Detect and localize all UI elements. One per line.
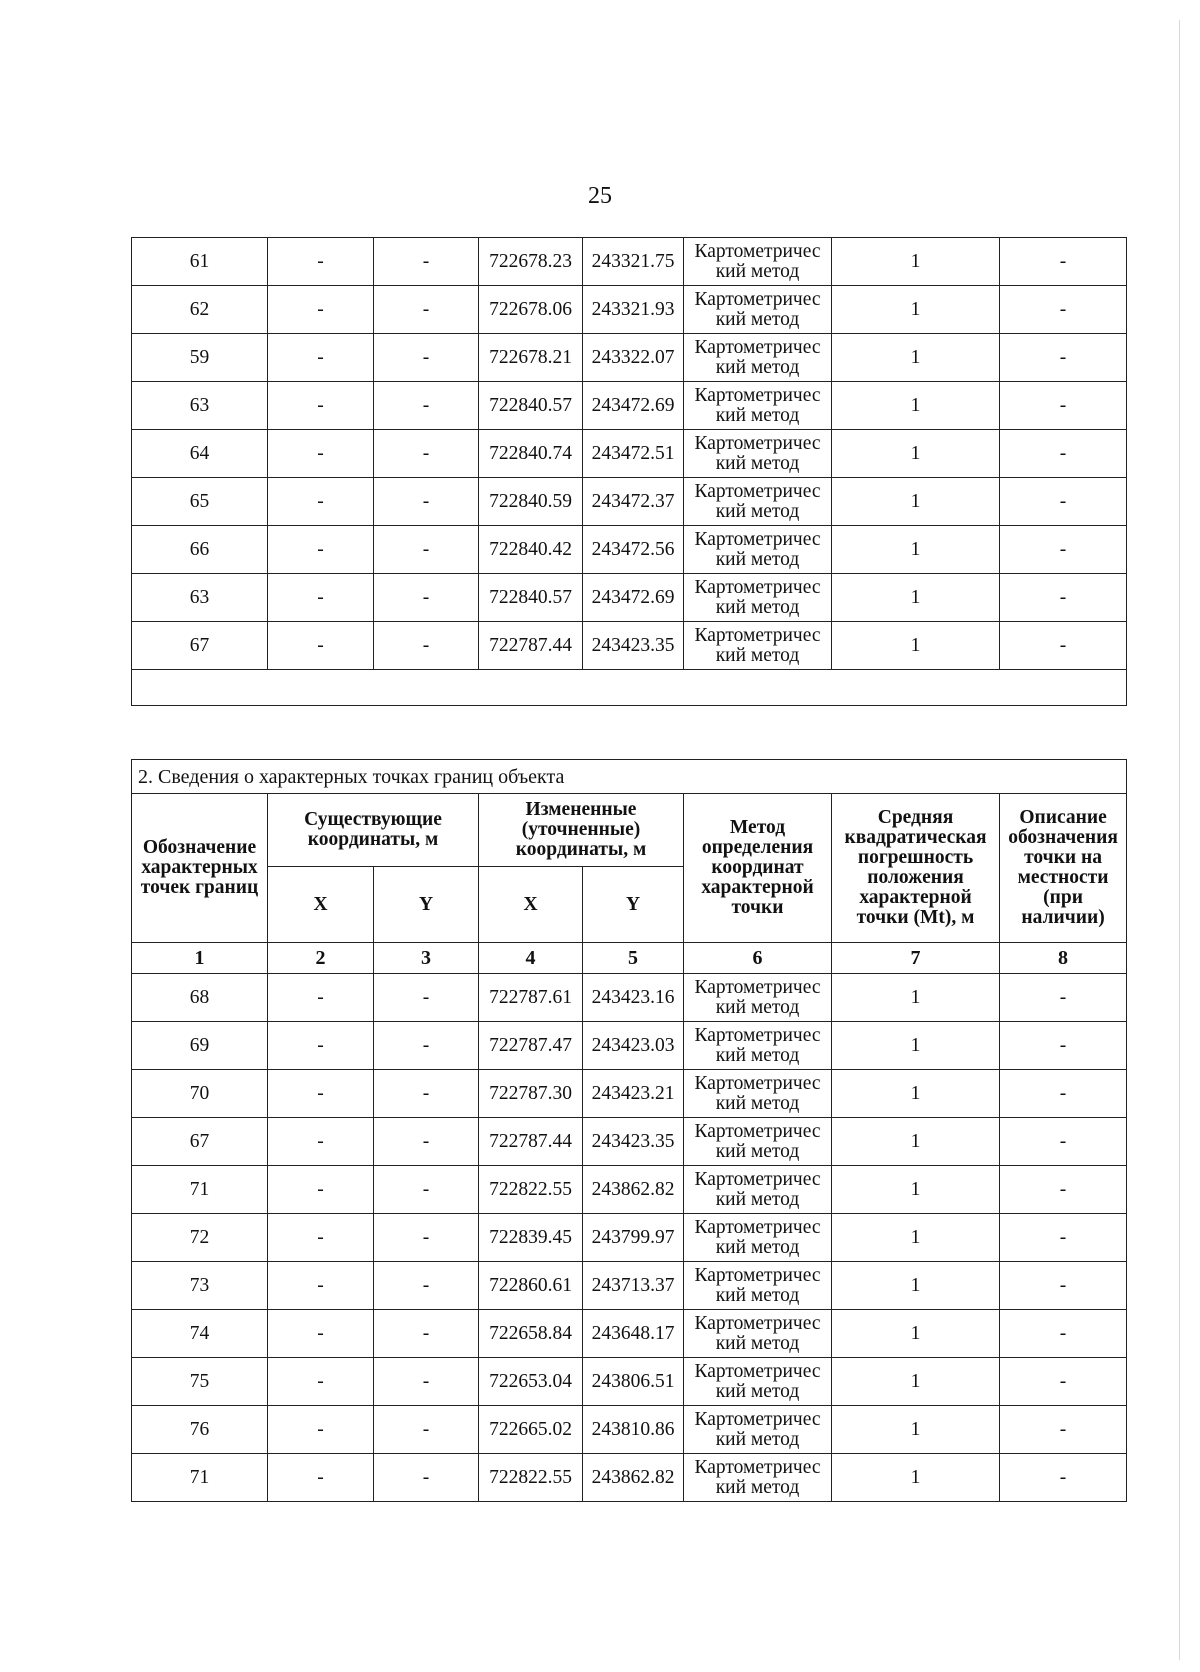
- cell-mean-square-error: 1: [832, 430, 1000, 478]
- cell-method: Картометричес кий метод: [684, 574, 832, 622]
- header-row: [132, 794, 1127, 867]
- cell-existing-y: -: [374, 1214, 479, 1262]
- cell-mean-square-error: 1: [832, 1262, 1000, 1310]
- table-row: [132, 286, 1127, 334]
- page-number: 25: [588, 183, 612, 209]
- table-row: [132, 1358, 1127, 1406]
- cell-method: Картометричес кий метод: [684, 1070, 832, 1118]
- cell-description: -: [1000, 478, 1127, 526]
- cell-existing-y: -: [374, 382, 479, 430]
- cell-changed-y: 243321.93: [583, 286, 684, 334]
- empty-cell: [132, 670, 1127, 706]
- table-row: [132, 1070, 1127, 1118]
- cell-mean-square-error: 1: [832, 238, 1000, 286]
- cell-changed-x: 722860.61: [479, 1262, 583, 1310]
- cell-method: Картометричес кий метод: [684, 622, 832, 670]
- table-row: [132, 1406, 1127, 1454]
- cell-mean-square-error: 1: [832, 334, 1000, 382]
- cell-point-id: 67: [132, 622, 268, 670]
- header-changed-x: X: [479, 867, 583, 943]
- cell-changed-y: 243472.56: [583, 526, 684, 574]
- header-method: Метод определения координат характерной точки: [684, 794, 832, 943]
- cell-method: Картометричес кий метод: [684, 1118, 832, 1166]
- cell-changed-y: 243648.17: [583, 1310, 684, 1358]
- cell-existing-y: -: [374, 1454, 479, 1502]
- cell-mean-square-error: 1: [832, 1118, 1000, 1166]
- cell-description: -: [1000, 286, 1127, 334]
- cell-existing-x: -: [268, 974, 374, 1022]
- cell-point-id: 64: [132, 430, 268, 478]
- header-existing-coordinates: Существующие координаты, м: [268, 794, 479, 867]
- table-row: [132, 1310, 1127, 1358]
- cell-method: Картометричес кий метод: [684, 238, 832, 286]
- cell-point-id: 75: [132, 1358, 268, 1406]
- cell-changed-y: 243862.82: [583, 1166, 684, 1214]
- cell-description: -: [1000, 526, 1127, 574]
- cell-mean-square-error: 1: [832, 574, 1000, 622]
- column-number: 5: [583, 943, 684, 974]
- table-row: [132, 334, 1127, 382]
- cell-existing-x: -: [268, 334, 374, 382]
- cell-changed-y: 243423.35: [583, 622, 684, 670]
- cell-existing-x: -: [268, 1262, 374, 1310]
- cell-changed-x: 722787.47: [479, 1022, 583, 1070]
- cell-existing-y: -: [374, 574, 479, 622]
- cell-changed-y: 243321.75: [583, 238, 684, 286]
- cell-changed-y: 243472.69: [583, 382, 684, 430]
- cell-changed-x: 722678.06: [479, 286, 583, 334]
- column-numbers-row: [132, 943, 1127, 974]
- cell-changed-y: 243423.03: [583, 1022, 684, 1070]
- cell-method: Картометричес кий метод: [684, 1454, 832, 1502]
- table-row: [132, 526, 1127, 574]
- cell-changed-x: 722787.44: [479, 622, 583, 670]
- cell-method: Картометричес кий метод: [684, 1406, 832, 1454]
- cell-method: Картометричес кий метод: [684, 974, 832, 1022]
- cell-existing-y: -: [374, 1262, 479, 1310]
- cell-point-id: 71: [132, 1454, 268, 1502]
- cell-changed-x: 722658.84: [479, 1310, 583, 1358]
- table-row: [132, 574, 1127, 622]
- cell-changed-x: 722840.57: [479, 382, 583, 430]
- cell-changed-x: 722787.30: [479, 1070, 583, 1118]
- header-designation: Обозначение характерных точек границ: [132, 794, 268, 943]
- cell-changed-y: 243810.86: [583, 1406, 684, 1454]
- cell-description: -: [1000, 1070, 1127, 1118]
- column-number: 6: [684, 943, 832, 974]
- cell-existing-x: -: [268, 622, 374, 670]
- cell-existing-x: -: [268, 1118, 374, 1166]
- cell-description: -: [1000, 1310, 1127, 1358]
- cell-description: -: [1000, 1454, 1127, 1502]
- cell-existing-y: -: [374, 622, 479, 670]
- table-row: [132, 478, 1127, 526]
- column-number: 2: [268, 943, 374, 974]
- cell-existing-x: -: [268, 478, 374, 526]
- cell-existing-x: -: [268, 574, 374, 622]
- cell-mean-square-error: 1: [832, 1358, 1000, 1406]
- cell-point-id: 72: [132, 1214, 268, 1262]
- cell-mean-square-error: 1: [832, 1070, 1000, 1118]
- boundary-points-table: [131, 759, 1127, 1502]
- cell-point-id: 66: [132, 526, 268, 574]
- cell-existing-y: -: [374, 1166, 479, 1214]
- cell-changed-x: 722665.02: [479, 1406, 583, 1454]
- header-mean-square-error: Средняя квадратическая погрешность положения характерной точки (Mt), м: [832, 794, 1000, 943]
- cell-point-id: 70: [132, 1070, 268, 1118]
- table-row: [132, 974, 1127, 1022]
- cell-changed-y: 243423.16: [583, 974, 684, 1022]
- coordinates-table-continued: [131, 237, 1127, 706]
- cell-mean-square-error: 1: [832, 1406, 1000, 1454]
- cell-method: Картометричес кий метод: [684, 286, 832, 334]
- cell-mean-square-error: 1: [832, 1454, 1000, 1502]
- cell-mean-square-error: 1: [832, 1214, 1000, 1262]
- cell-existing-y: -: [374, 1118, 479, 1166]
- header-existing-y: Y: [374, 867, 479, 943]
- cell-existing-x: -: [268, 286, 374, 334]
- cell-point-id: 69: [132, 1022, 268, 1070]
- cell-description: -: [1000, 382, 1127, 430]
- cell-method: Картометричес кий метод: [684, 1358, 832, 1406]
- cell-existing-y: -: [374, 526, 479, 574]
- section-title: 2. Сведения о характерных точках границ объекта: [132, 760, 1127, 794]
- table-row: [132, 1118, 1127, 1166]
- page-edge-line: [1179, 20, 1180, 1660]
- cell-changed-x: 722839.45: [479, 1214, 583, 1262]
- cell-changed-y: 243472.51: [583, 430, 684, 478]
- cell-existing-x: -: [268, 1310, 374, 1358]
- cell-existing-y: -: [374, 334, 479, 382]
- cell-description: -: [1000, 238, 1127, 286]
- cell-changed-x: 722822.55: [479, 1454, 583, 1502]
- cell-changed-y: 243423.21: [583, 1070, 684, 1118]
- cell-existing-x: -: [268, 238, 374, 286]
- cell-point-id: 62: [132, 286, 268, 334]
- cell-point-id: 76: [132, 1406, 268, 1454]
- cell-point-id: 67: [132, 1118, 268, 1166]
- cell-description: -: [1000, 334, 1127, 382]
- cell-existing-x: -: [268, 430, 374, 478]
- cell-point-id: 61: [132, 238, 268, 286]
- cell-method: Картометричес кий метод: [684, 1166, 832, 1214]
- cell-changed-x: 722840.57: [479, 574, 583, 622]
- table-row: [132, 1454, 1127, 1502]
- header-existing-x: X: [268, 867, 374, 943]
- cell-description: -: [1000, 574, 1127, 622]
- cell-description: -: [1000, 1214, 1127, 1262]
- cell-existing-y: -: [374, 974, 479, 1022]
- cell-method: Картометричес кий метод: [684, 1310, 832, 1358]
- table-row: [132, 1262, 1127, 1310]
- column-number: 3: [374, 943, 479, 974]
- cell-existing-x: -: [268, 382, 374, 430]
- cell-existing-x: -: [268, 1214, 374, 1262]
- cell-description: -: [1000, 1118, 1127, 1166]
- cell-changed-x: 722787.61: [479, 974, 583, 1022]
- cell-point-id: 59: [132, 334, 268, 382]
- cell-existing-y: -: [374, 1310, 479, 1358]
- cell-existing-y: -: [374, 286, 479, 334]
- cell-description: -: [1000, 1406, 1127, 1454]
- header-description: Описание обозначения точки на местности (при наличии): [1000, 794, 1127, 943]
- cell-existing-y: -: [374, 478, 479, 526]
- cell-point-id: 68: [132, 974, 268, 1022]
- cell-changed-x: 722840.74: [479, 430, 583, 478]
- cell-mean-square-error: 1: [832, 478, 1000, 526]
- cell-description: -: [1000, 1358, 1127, 1406]
- cell-changed-y: 243322.07: [583, 334, 684, 382]
- header-changed-y: Y: [583, 867, 684, 943]
- cell-method: Картометричес кий метод: [684, 1262, 832, 1310]
- cell-description: -: [1000, 1262, 1127, 1310]
- cell-changed-y: 243862.82: [583, 1454, 684, 1502]
- table-row: [132, 1214, 1127, 1262]
- cell-description: -: [1000, 974, 1127, 1022]
- cell-changed-y: 243713.37: [583, 1262, 684, 1310]
- cell-changed-y: 243423.35: [583, 1118, 684, 1166]
- cell-changed-x: 722678.23: [479, 238, 583, 286]
- table-row: [132, 1166, 1127, 1214]
- cell-method: Картометричес кий метод: [684, 334, 832, 382]
- column-number: 1: [132, 943, 268, 974]
- cell-mean-square-error: 1: [832, 526, 1000, 574]
- cell-description: -: [1000, 430, 1127, 478]
- section-title-row: [132, 760, 1127, 794]
- cell-changed-x: 722653.04: [479, 1358, 583, 1406]
- table-row: [132, 430, 1127, 478]
- cell-method: Картометричес кий метод: [684, 478, 832, 526]
- cell-changed-y: 243799.97: [583, 1214, 684, 1262]
- table-row: [132, 238, 1127, 286]
- table-row: [132, 382, 1127, 430]
- cell-existing-x: -: [268, 1406, 374, 1454]
- header-changed-coordinates: Измененные (уточненные) координаты, м: [479, 794, 684, 867]
- cell-mean-square-error: 1: [832, 286, 1000, 334]
- cell-mean-square-error: 1: [832, 382, 1000, 430]
- cell-point-id: 74: [132, 1310, 268, 1358]
- empty-row: [132, 670, 1127, 706]
- cell-method: Картометричес кий метод: [684, 526, 832, 574]
- cell-changed-x: 722787.44: [479, 1118, 583, 1166]
- column-number: 4: [479, 943, 583, 974]
- cell-existing-y: -: [374, 238, 479, 286]
- cell-method: Картометричес кий метод: [684, 1214, 832, 1262]
- cell-description: -: [1000, 1166, 1127, 1214]
- cell-changed-x: 722678.21: [479, 334, 583, 382]
- cell-mean-square-error: 1: [832, 622, 1000, 670]
- cell-point-id: 65: [132, 478, 268, 526]
- cell-method: Картометричес кий метод: [684, 1022, 832, 1070]
- cell-method: Картометричес кий метод: [684, 382, 832, 430]
- cell-mean-square-error: 1: [832, 1310, 1000, 1358]
- cell-changed-y: 243806.51: [583, 1358, 684, 1406]
- cell-method: Картометричес кий метод: [684, 430, 832, 478]
- cell-point-id: 63: [132, 574, 268, 622]
- cell-existing-y: -: [374, 1022, 479, 1070]
- cell-description: -: [1000, 1022, 1127, 1070]
- cell-changed-x: 722822.55: [479, 1166, 583, 1214]
- cell-existing-x: -: [268, 1166, 374, 1214]
- column-number: 8: [1000, 943, 1127, 974]
- table-row: [132, 622, 1127, 670]
- cell-existing-y: -: [374, 1070, 479, 1118]
- cell-existing-x: -: [268, 1070, 374, 1118]
- cell-mean-square-error: 1: [832, 1022, 1000, 1070]
- cell-existing-y: -: [374, 1358, 479, 1406]
- cell-mean-square-error: 1: [832, 1166, 1000, 1214]
- cell-point-id: 71: [132, 1166, 268, 1214]
- cell-mean-square-error: 1: [832, 974, 1000, 1022]
- cell-existing-y: -: [374, 430, 479, 478]
- cell-point-id: 73: [132, 1262, 268, 1310]
- column-number: 7: [832, 943, 1000, 974]
- table-body: [132, 238, 1127, 670]
- cell-existing-x: -: [268, 526, 374, 574]
- cell-changed-y: 243472.37: [583, 478, 684, 526]
- cell-point-id: 63: [132, 382, 268, 430]
- cell-description: -: [1000, 622, 1127, 670]
- cell-existing-x: -: [268, 1022, 374, 1070]
- table-body: [132, 974, 1127, 1502]
- cell-changed-x: 722840.42: [479, 526, 583, 574]
- cell-changed-x: 722840.59: [479, 478, 583, 526]
- cell-changed-y: 243472.69: [583, 574, 684, 622]
- table-row: [132, 1022, 1127, 1070]
- cell-existing-y: -: [374, 1406, 479, 1454]
- cell-existing-x: -: [268, 1454, 374, 1502]
- cell-existing-x: -: [268, 1358, 374, 1406]
